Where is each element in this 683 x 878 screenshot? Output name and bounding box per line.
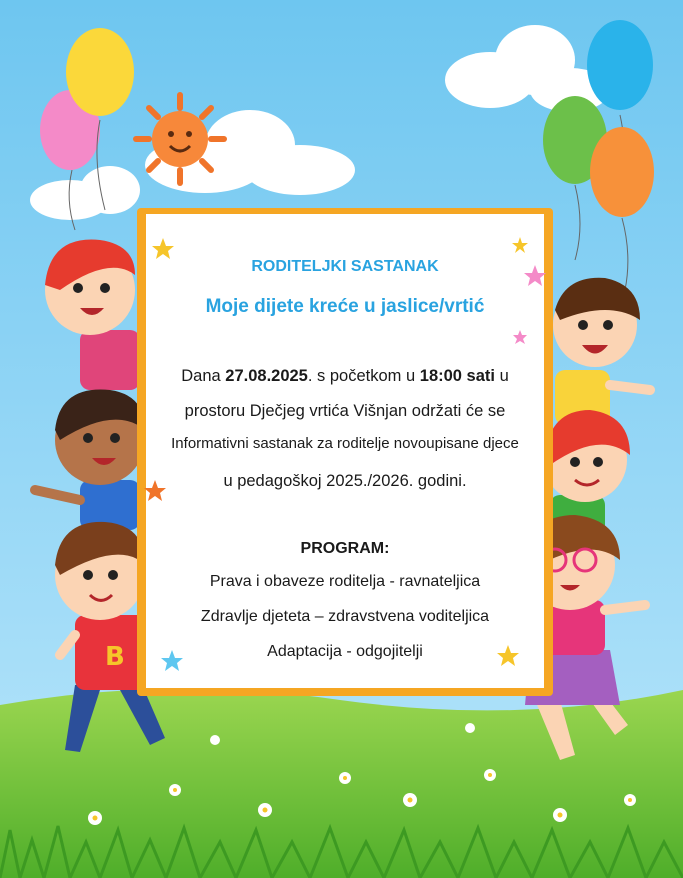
intro-line-4: u pedagoškoj 2025./2026. godini.: [223, 472, 467, 490]
intro-line-3: Informativni sastanak za roditelje novoupisane djece: [171, 435, 519, 452]
intro-line-1: Dana 27.08.2025. s početkom u 18:00 sati u: [181, 367, 509, 385]
program-item: Prava i obaveze roditelja - ravnateljica: [209, 573, 481, 590]
program-item: Adaptacija - odgojitelji: [267, 643, 423, 660]
meeting-date: 27.08.2025: [225, 367, 308, 385]
program-item: Zdravlje djeteta – zdravstvena voditeljica: [200, 608, 490, 625]
program-heading: PROGRAM:: [300, 540, 390, 557]
svg-text:B: B: [105, 642, 125, 672]
meeting-heading: RODITELJKI SASTANAK: [251, 258, 439, 275]
intro-line-2: prostoru Dječjeg vrtića Višnjan održati će se: [184, 402, 506, 420]
meeting-time: 18:00 sati: [419, 367, 495, 385]
meeting-subheading: Moje dijete kreće u jaslice/vrtić: [205, 296, 485, 317]
